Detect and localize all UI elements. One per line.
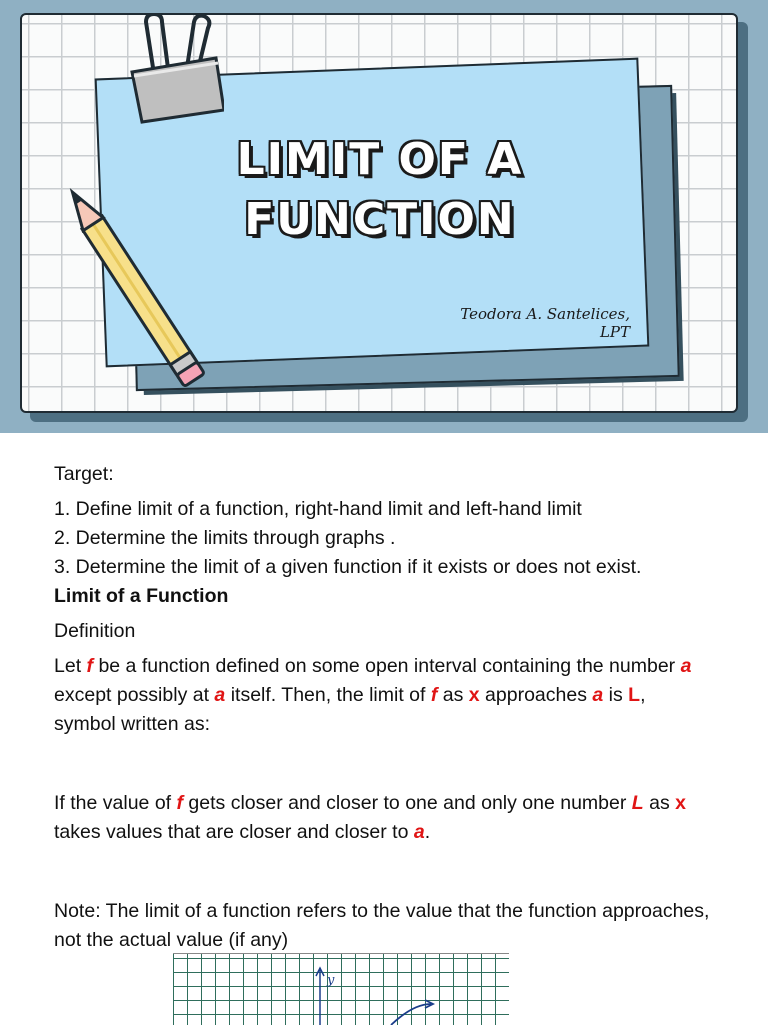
- text-fragment: If the value of: [54, 792, 177, 814]
- graph-image: [173, 953, 509, 1025]
- page-title: [200, 130, 560, 250]
- symbol-f: f: [86, 655, 94, 677]
- text-fragment: Let: [54, 655, 87, 677]
- title-line-1: LIMIT OF A: [236, 134, 524, 185]
- symbol-l: L: [631, 792, 644, 814]
- symbol-a: a: [413, 821, 425, 843]
- symbol-a: a: [592, 684, 604, 706]
- target-item-1: 1. Define limit of a function, right-hand limit and left-hand limit: [54, 498, 582, 520]
- symbol-x: x: [675, 792, 686, 814]
- text-fragment: be a function defined on some open interval containing the number: [93, 655, 681, 677]
- symbol-a: a: [214, 684, 226, 706]
- text-fragment: is: [603, 684, 629, 706]
- text-fragment: gets closer and closer to one and only one number: [183, 792, 632, 814]
- symbol-x: x: [468, 684, 480, 706]
- title-banner: [0, 0, 768, 433]
- target-item-2: 2. Determine the limits through graphs .: [54, 527, 396, 549]
- text-fragment: approaches: [479, 684, 593, 706]
- symbol-a: a: [680, 655, 692, 677]
- text-fragment: .: [424, 821, 431, 843]
- definition-paragraph: [54, 652, 734, 739]
- note-paragraph: Note: The limit of a function refers to the value that the function approaches, not the actual value (if any): [54, 900, 710, 951]
- text-fragment: itself. Then, the limit of: [225, 684, 431, 706]
- text-fragment: as: [437, 684, 469, 706]
- target-item-3: 3. Determine the limit of a given function if it exists or does not exist.: [54, 556, 642, 578]
- text-fragment: symbol written as:: [54, 713, 211, 735]
- section-title: Limit of a Function: [54, 585, 229, 607]
- section-subtitle: Definition: [54, 620, 136, 642]
- document-body: [54, 460, 734, 955]
- condition-paragraph: [54, 789, 734, 847]
- graph-sketch: [173, 954, 509, 1025]
- pencil-icon: [44, 172, 224, 402]
- symbol-f: f: [430, 684, 438, 706]
- symbol-f: f: [176, 792, 183, 814]
- binder-clip-icon: [124, 14, 224, 124]
- title-line-2: FUNCTION: [244, 194, 516, 245]
- y-axis-label: y: [327, 973, 335, 988]
- text-fragment: ,: [640, 684, 646, 706]
- target-heading: Target:: [54, 463, 114, 485]
- author-name: Teodora A. Santelices, LPT: [460, 305, 630, 341]
- text-fragment: as: [643, 792, 676, 814]
- symbol-l: L: [628, 684, 641, 706]
- text-fragment: takes values that are closer and closer to: [54, 821, 414, 843]
- text-fragment: except possibly at: [54, 684, 215, 706]
